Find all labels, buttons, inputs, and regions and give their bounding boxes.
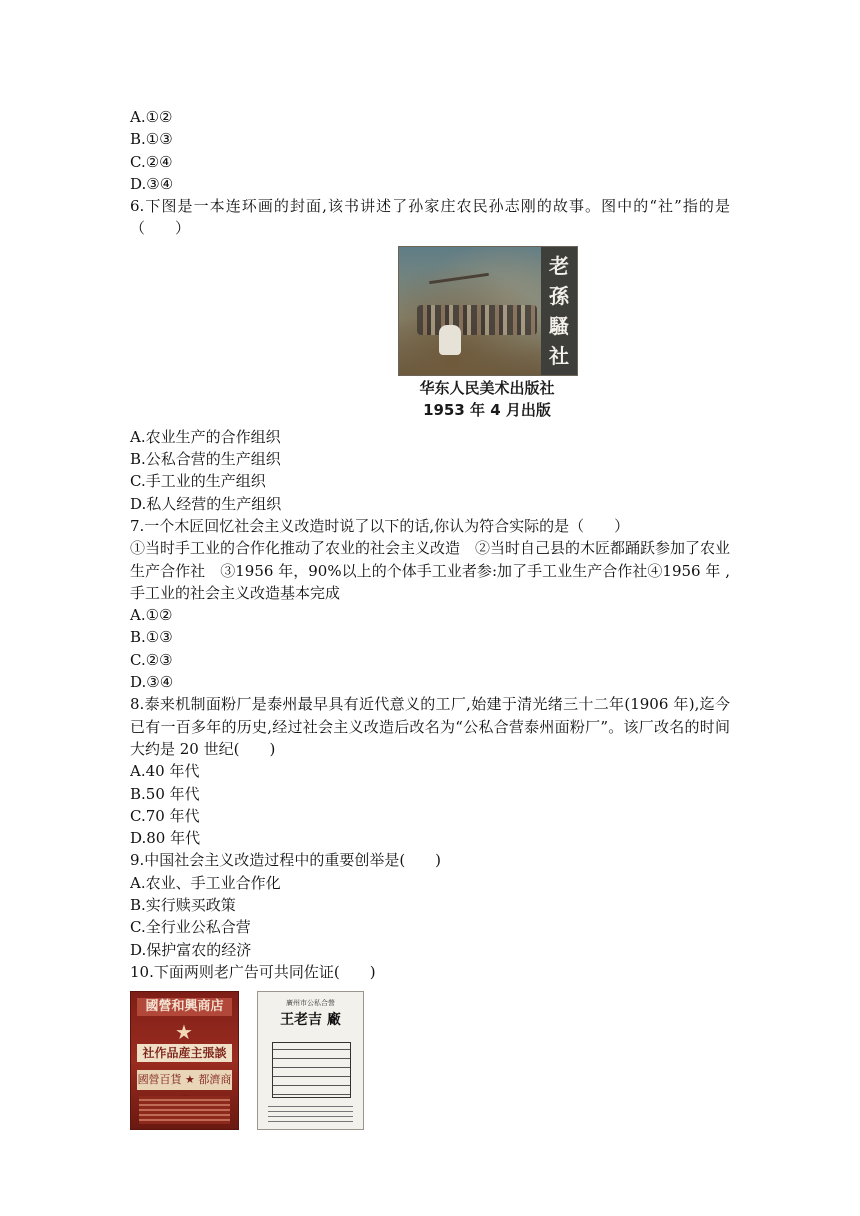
option-d: D.私人经营的生产组织 bbox=[130, 494, 282, 513]
option-a: A.①② bbox=[130, 108, 173, 126]
comic-cover-image bbox=[398, 246, 578, 376]
ad1-lower-text: 國營百貨 ★ 都濟商 bbox=[137, 1070, 232, 1090]
question-10 bbox=[130, 961, 730, 1130]
old-advertisements bbox=[130, 991, 730, 1130]
ad1-slogan: 社作品産主張談 bbox=[137, 1044, 232, 1062]
red-advertisement-image bbox=[130, 991, 239, 1130]
star-icon: ★ bbox=[175, 1020, 193, 1045]
option-d: D.保护富农的经济 bbox=[130, 940, 252, 959]
question-10-stem: 10.下面两则老广告可共同佐证( ) bbox=[130, 962, 376, 981]
option-b: B.①③ bbox=[130, 628, 173, 647]
cover-title-strip bbox=[541, 247, 577, 375]
prev-options bbox=[130, 106, 730, 195]
ad2-small-heading: 廣州市公私合營 bbox=[286, 999, 335, 1008]
option-c: C.全行业公私合营 bbox=[130, 918, 251, 937]
question-7-stem: 7.一个木匠回忆社会主义改造时说了以下的话,你认为符合实际的是（ ） bbox=[130, 516, 630, 535]
question-7-body: ①当时手工业的合作化推动了农业的社会主义改造 ②当时自己县的木匠都踊跃参加了农业生产合作社 ③1956 年，90%以上的个体手工业者参:加了手工业生产合作社④1956 年 ,手工业的社会主义改造基本完成 bbox=[130, 539, 731, 602]
comic-cover-figure bbox=[398, 246, 576, 420]
option-a: A.农业生产的合作组织 bbox=[130, 427, 281, 446]
question-9-stem: 9.中国社会主义改造过程中的重要创举是( ) bbox=[130, 851, 442, 870]
question-9 bbox=[130, 849, 730, 960]
option-b: B.公私合营的生产组织 bbox=[130, 450, 281, 469]
question-8-stem: 8.泰来机制面粉厂是泰州最早具有近代意义的工厂,始建于清光绪三十二年(1906 年),迄今已有一百多年的历史,经过社会主义改造后改名为“公私合营泰州面粉厂”。该厂改名的时间大约是 20 世纪( ) bbox=[130, 695, 730, 758]
option-c: C.手工业的生产组织 bbox=[130, 472, 266, 491]
cover-title-char: 騷 bbox=[549, 313, 569, 338]
option-d: D.③④ bbox=[130, 673, 174, 692]
ad2-footer-text bbox=[268, 1102, 353, 1122]
cover-title-char: 老 bbox=[549, 253, 569, 278]
option-b: B.50 年代 bbox=[130, 784, 200, 803]
option-b: B.实行赎买政策 bbox=[130, 896, 236, 915]
option-a: A.①② bbox=[130, 606, 173, 625]
cover-white-horse bbox=[439, 325, 461, 355]
cover-title-char: 社 bbox=[549, 343, 569, 368]
option-d: D.80 年代 bbox=[130, 829, 201, 848]
ad2-title: 王老吉 廠 bbox=[280, 1012, 341, 1029]
ad1-header: 國營和興商店 bbox=[137, 998, 232, 1016]
cover-title-char: 孫 bbox=[549, 283, 569, 308]
exam-page bbox=[130, 106, 730, 1130]
question-6-stem: 6.下图是一本连环画的封面,该书讲述了孙家庄农民孙志刚的故事。图中的“社”指的是（ ） bbox=[130, 197, 730, 238]
wanglaoji-advertisement-image bbox=[257, 991, 364, 1130]
option-c: C.②④ bbox=[130, 152, 173, 171]
cover-flag-pole bbox=[429, 273, 489, 284]
option-d: D.③④ bbox=[130, 174, 174, 193]
option-b: B.①③ bbox=[130, 130, 173, 149]
question-7 bbox=[130, 515, 730, 693]
question-6 bbox=[130, 195, 730, 515]
question-8 bbox=[130, 693, 730, 849]
ad1-decoration bbox=[139, 1096, 230, 1124]
cover-date: 1953 年 4 月出版 bbox=[423, 400, 551, 419]
option-c: C.②③ bbox=[130, 650, 173, 669]
ad2-product-table bbox=[272, 1042, 351, 1098]
option-c: C.70 年代 bbox=[130, 806, 200, 825]
option-a: A.40 年代 bbox=[130, 762, 200, 781]
cover-crowd bbox=[417, 305, 537, 335]
option-a: A.农业、手工业合作化 bbox=[130, 873, 281, 892]
cover-publisher: 华东人民美术出版社 bbox=[419, 378, 555, 397]
